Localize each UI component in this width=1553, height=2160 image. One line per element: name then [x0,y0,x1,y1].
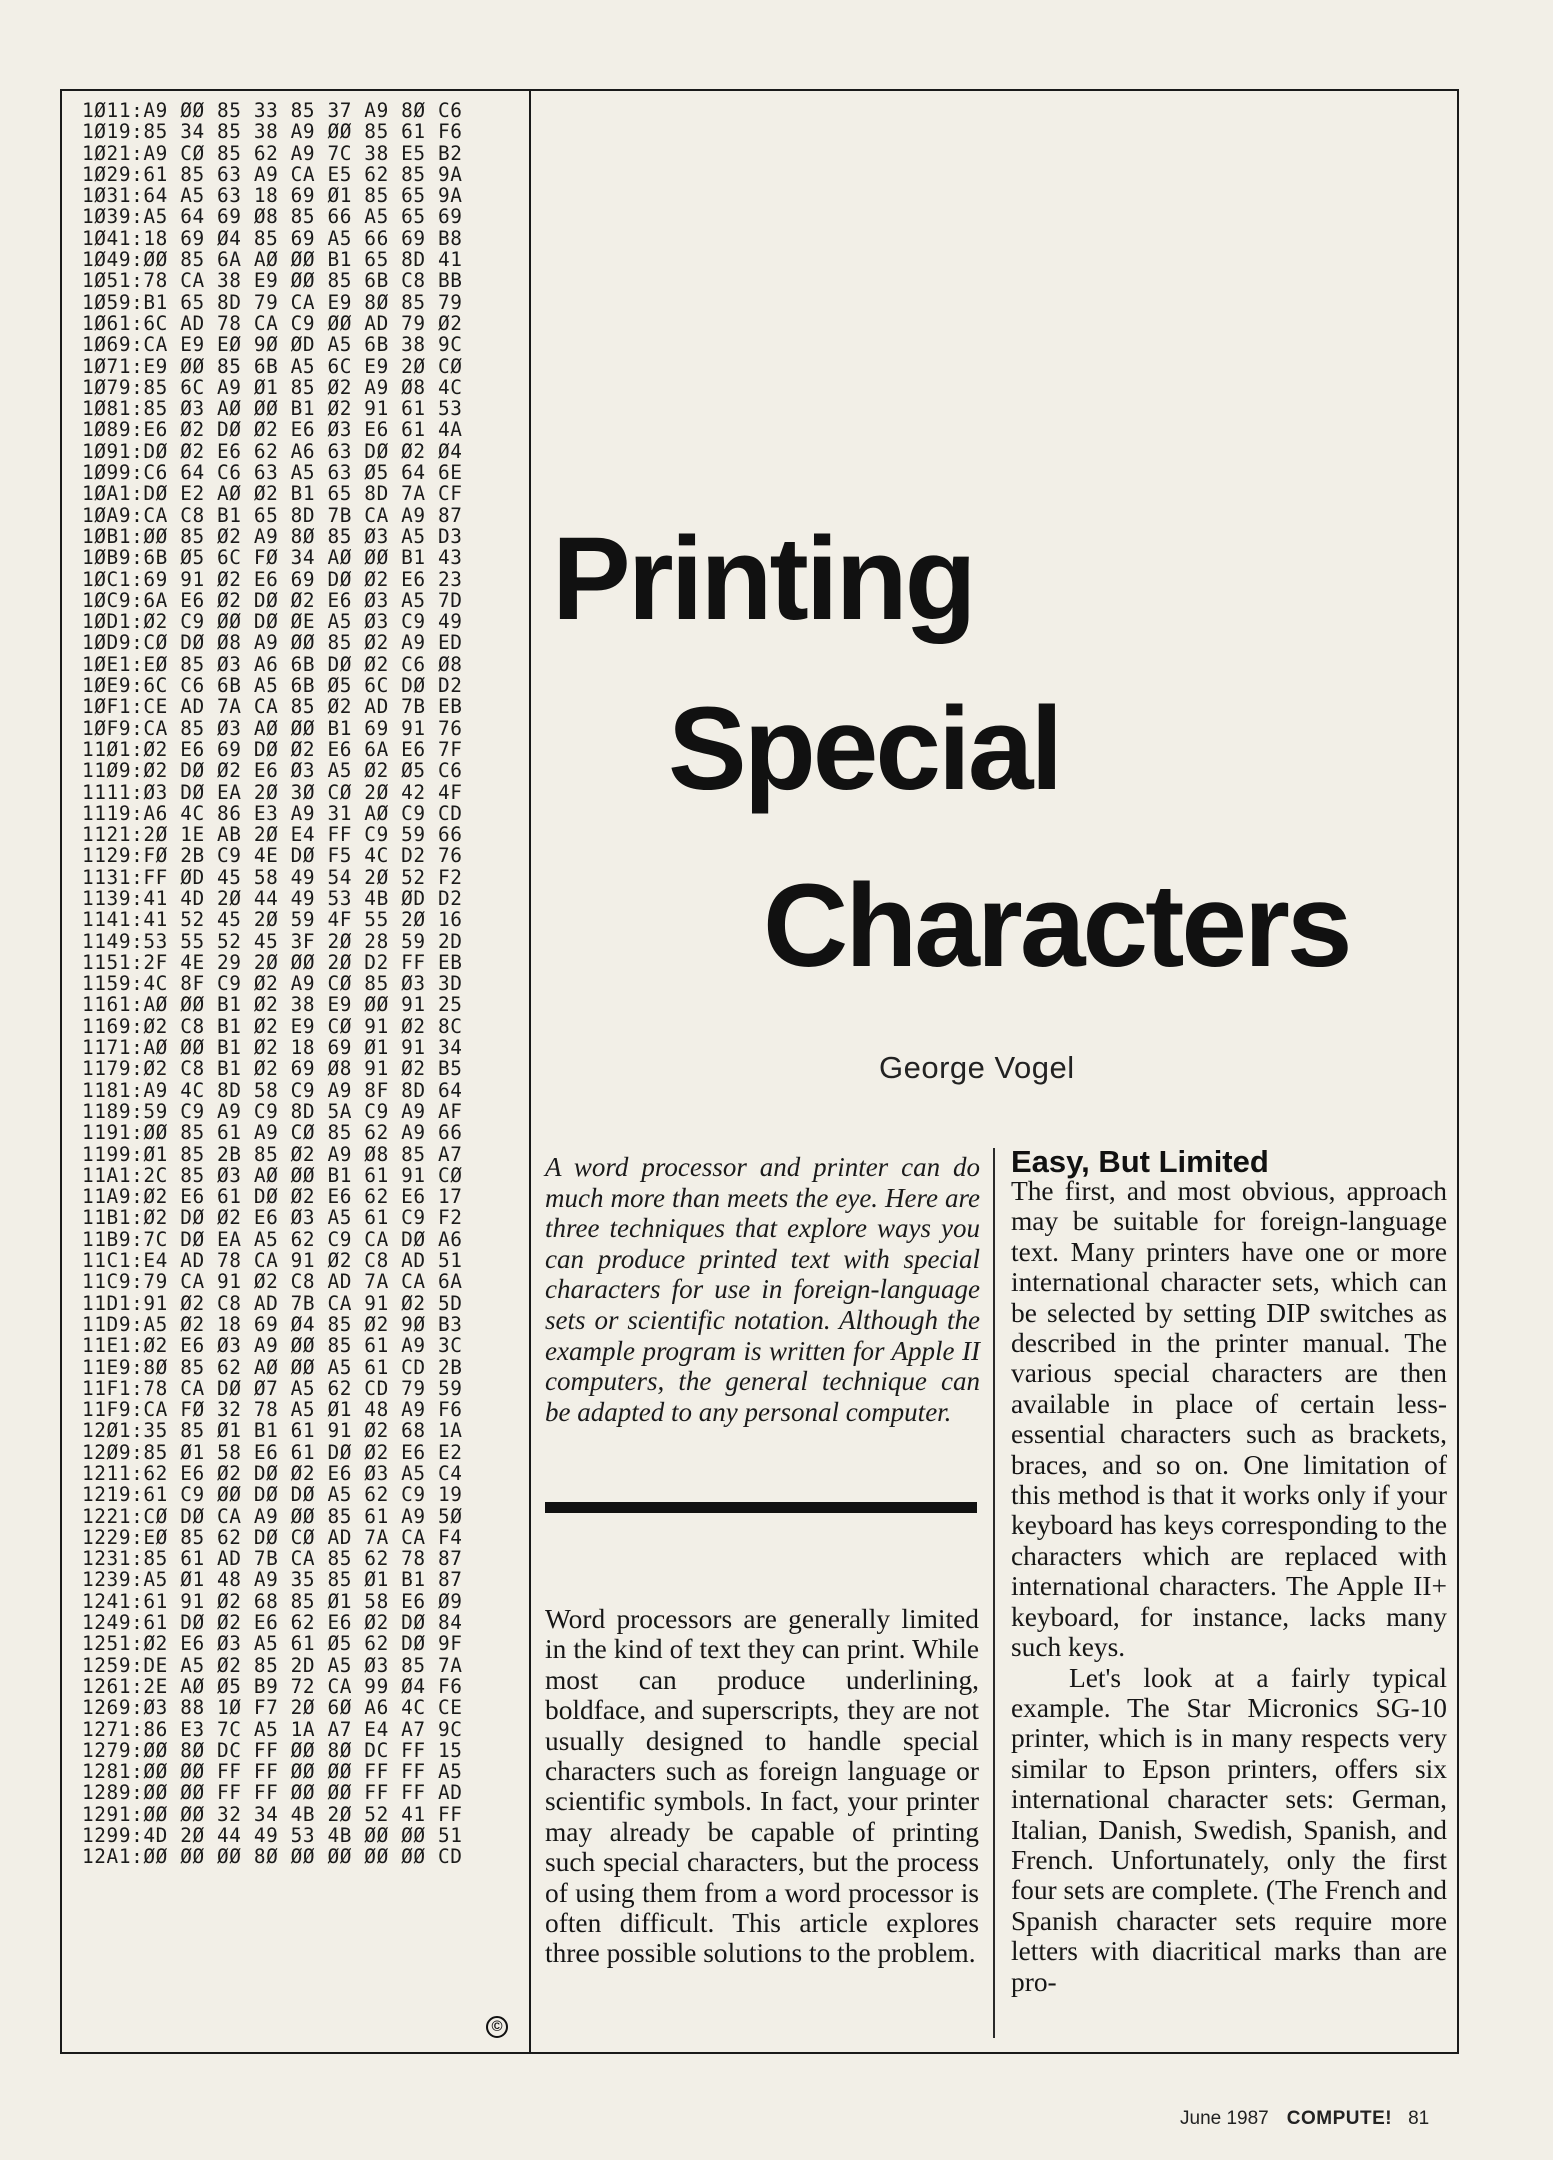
listing-line: 11C9:79 CA 91 Ø2 C8 AD 7A CA 6A [82,1270,463,1294]
listing-line: 1159:4C 8F C9 Ø2 A9 CØ 85 Ø3 3D [82,972,463,996]
listing-line: 1Ø21:A9 CØ 85 62 A9 7C 38 E5 B2 [82,141,463,165]
machine-code-listing [82,100,512,1868]
listing-line: 1Ø49:ØØ 85 6A AØ ØØ B1 65 8D 41 [82,248,463,272]
listing-line: 1ØD9:CØ DØ Ø8 A9 ØØ 85 Ø2 A9 ED [82,631,463,655]
listing-line: 1281:ØØ ØØ FF FF ØØ ØØ FF FF A5 [82,1760,463,1784]
listing-line: 11B1:Ø2 DØ Ø2 E6 Ø3 A5 61 C9 F2 [82,1206,463,1230]
listing-line: 12Ø9:85 Ø1 58 E6 61 DØ Ø2 E6 E2 [82,1440,463,1464]
listing-line: 12A1:ØØ ØØ ØØ 8Ø ØØ ØØ ØØ ØØ CD [82,1845,463,1869]
listing-line: 1Ø89:E6 Ø2 DØ Ø2 E6 Ø3 E6 61 4A [82,418,463,442]
listing-line: 1241:61 91 Ø2 68 85 Ø1 58 E6 Ø9 [82,1589,463,1613]
listing-line: 11C1:E4 AD 78 CA 91 Ø2 C8 AD 51 [82,1249,463,1273]
listing-line: 11D1:91 Ø2 C8 AD 7B CA 91 Ø2 5D [82,1291,463,1315]
article-deck: A word processor and printer can do much more than meets the eye. Here are three techniques that explore ways you can produce printed text with special characters for use in foreign-language sets or scientific notation. Although the example program is written for Apple II computers, the general technique can be adapted to any personal computer. [545,1152,980,1427]
title-line-2: Special [668,683,1061,815]
listing-line: 1ØE1:EØ 85 Ø3 A6 6B DØ Ø2 C6 Ø8 [82,652,463,676]
listing-line: 1ØF9:CA 85 Ø3 AØ ØØ B1 69 91 76 [82,716,463,740]
body-paragraph: The first, and most obvious, approach may be suitable for foreign-language text. Many printers have one or more international character sets, which can be selected by setting DIP switches as described in the printer manual. The various special characters are then available in place of certain less-essential characters such as brackets, braces, and so on. One limitation of this method is that it works only if your keyboard has keys corresponding to the characters which are replaced with international characters. The Apple II+ keyboard, for instance, lacks many such keys. [1011,1176,1447,1663]
listing-line: 11D9:A5 Ø2 18 69 Ø4 85 Ø2 9Ø B3 [82,1312,463,1336]
section-subhead: Easy, But Limited [1011,1144,1269,1179]
listing-line: 1221:CØ DØ CA A9 ØØ 85 61 A9 5Ø [82,1504,463,1528]
listing-line: 1129:FØ 2B C9 4E DØ F5 4C D2 76 [82,844,463,868]
body-column-left [545,1604,979,1969]
listing-line: 1Ø41:18 69 Ø4 85 69 A5 66 69 B8 [82,226,463,250]
listing-line: 1181:A9 4C 8D 58 C9 A9 8F 8D 64 [82,1078,463,1102]
page-footer [1180,2108,1429,2130]
listing-line: 1ØC9:6A E6 Ø2 DØ Ø2 E6 Ø3 A5 7D [82,588,463,612]
listing-line: 1Ø59:B1 65 8D 79 CA E9 8Ø 85 79 [82,290,463,314]
listing-line: 1149:53 55 52 45 3F 2Ø 28 59 2D [82,929,463,953]
listing-line: 11Ø9:Ø2 DØ Ø2 E6 Ø3 A5 Ø2 Ø5 C6 [82,759,463,783]
listing-line: 1229:EØ 85 62 DØ CØ AD 7A CA F4 [82,1525,463,1549]
listing-line: 1Ø31:64 A5 63 18 69 Ø1 85 65 9A [82,184,463,208]
listing-line: 1Ø19:85 34 85 38 A9 ØØ 85 61 F6 [82,120,463,144]
listing-line: 1Ø61:6C AD 78 CA C9 ØØ AD 79 Ø2 [82,311,463,335]
listing-line: 1191:ØØ 85 61 A9 CØ 85 62 A9 66 [82,1121,463,1145]
listing-line: 11A9:Ø2 E6 61 DØ Ø2 E6 62 E6 17 [82,1185,463,1209]
body-column-right [1011,1176,1447,1997]
listing-line: 1Ø71:E9 ØØ 85 6B A5 6C E9 2Ø CØ [82,354,463,378]
listing-line: 11A1:2C 85 Ø3 AØ ØØ B1 61 91 CØ [82,1163,463,1187]
body-paragraph: Let's look at a fairly typical example. The Star Micronics SG-10 printer, which is in many respects very similar to Epson printers, offers six international character sets: German, Italian, Danish, Swedish, Spanish, and French. Unfortunately, only the first four sets are complete. (The French and Spanish character sets require more letters with diacritical marks than are pro- [1011,1662,1447,1997]
footer-date: June 1987 [1180,2108,1269,2129]
listing-line: 1299:4D 2Ø 44 49 53 4B ØØ ØØ 51 [82,1824,463,1848]
listing-line: 1211:62 E6 Ø2 DØ Ø2 E6 Ø3 A5 C4 [82,1462,463,1485]
listing-line: 1Ø91:DØ Ø2 E6 62 A6 63 DØ Ø2 Ø4 [82,439,463,463]
listing-line: 1279:ØØ 8Ø DC FF ØØ 8Ø DC FF 15 [82,1738,463,1762]
listing-line: 1289:ØØ ØØ FF FF ØØ ØØ FF FF AD [82,1781,463,1805]
listing-line: 11B9:7C DØ EA A5 62 C9 CA DØ A6 [82,1227,463,1251]
listing-line: 1Ø81:85 Ø3 AØ ØØ B1 Ø2 91 61 53 [82,397,463,421]
byline: George Vogel [879,1050,1075,1085]
listing-line: 1Ø69:CA E9 EØ 9Ø ØD A5 6B 38 9C [82,333,463,357]
listing-line: 1Ø79:85 6C A9 Ø1 85 Ø2 A9 Ø8 4C [82,375,463,399]
listing-line: 1Ø29:61 85 63 A9 CA E5 62 85 9A [82,162,463,186]
listing-line: 1Ø99:C6 64 C6 63 A5 63 Ø5 64 6E [82,461,463,485]
listing-line: 1171:AØ ØØ B1 Ø2 18 69 Ø1 91 34 [82,1036,463,1060]
listing-line: 1259:DE A5 Ø2 85 2D A5 Ø3 85 7A [82,1653,463,1677]
listing-line: 1239:A5 Ø1 48 A9 35 85 Ø1 B1 87 [82,1568,463,1592]
listing-line: 1269:Ø3 88 1Ø F7 2Ø 6Ø A6 4C CE [82,1696,463,1720]
listing-line: 1199:Ø1 85 2B 85 Ø2 A9 Ø8 85 A7 [82,1142,463,1166]
listing-line: 1111:Ø3 DØ EA 2Ø 3Ø CØ 2Ø 42 4F [82,780,463,804]
listing-line: 11E9:8Ø 85 62 AØ ØØ A5 61 CD 2B [82,1355,463,1379]
listing-line: 1ØF1:CE AD 7A CA 85 Ø2 AD 7B EB [82,695,463,719]
listing-line: 1249:61 DØ Ø2 E6 62 E6 Ø2 DØ 84 [82,1611,463,1635]
listing-line: 11E1:Ø2 E6 Ø3 A9 ØØ 85 61 A9 3C [82,1334,463,1358]
frame-divider [529,89,531,2054]
listing-line: 1219:61 C9 ØØ DØ DØ A5 62 C9 19 [82,1483,463,1507]
listing-line: 1251:Ø2 E6 Ø3 A5 61 Ø5 62 DØ 9F [82,1632,463,1656]
deck-rule [545,1502,977,1513]
listing-line: 1ØE9:6C C6 6B A5 6B Ø5 6C DØ D2 [82,674,463,698]
listing-line: 1141:41 52 45 2Ø 59 4F 55 2Ø 16 [82,908,463,932]
listing-line: 1ØB9:6B Ø5 6C FØ 34 AØ ØØ B1 43 [82,546,463,570]
listing-line: 1119:A6 4C 86 E3 A9 31 AØ C9 CD [82,801,463,825]
page-number: 81 [1408,2108,1430,2129]
listing-line: 1ØD1:Ø2 C9 ØØ DØ ØE A5 Ø3 C9 49 [82,610,463,634]
listing-line: 1ØA1:DØ E2 AØ Ø2 B1 65 8D 7A CF [82,482,463,506]
listing-line: 1139:41 4D 2Ø 44 49 53 4B ØD D2 [82,886,463,910]
listing-line: 1Ø11:A9 ØØ 85 33 85 37 A9 8Ø C6 [82,99,463,122]
listing-line: 1231:85 61 AD 7B CA 85 62 78 87 [82,1547,463,1571]
listing-line: 1161:AØ ØØ B1 Ø2 38 E9 ØØ 91 25 [82,993,463,1017]
column-divider [993,1148,995,2038]
listing-line: 1131:FF ØD 45 58 49 54 2Ø 52 F2 [82,865,463,889]
listing-line: 1291:ØØ ØØ 32 34 4B 2Ø 52 41 FF [82,1802,463,1826]
listing-line: 1169:Ø2 C8 B1 Ø2 E9 CØ 91 Ø2 8C [82,1014,463,1038]
listing-line: 1Ø51:78 CA 38 E9 ØØ 85 6B C8 BB [82,269,463,293]
listing-line: 12Ø1:35 85 Ø1 B1 61 91 Ø2 68 1A [82,1419,463,1443]
listing-line: 1261:2E AØ Ø5 B9 72 CA 99 Ø4 F6 [82,1674,463,1698]
listing-line: 1151:2F 4E 29 2Ø ØØ 2Ø D2 FF EB [82,950,463,974]
title-line-1: Printing [552,513,974,645]
listing-line: 1179:Ø2 C8 B1 Ø2 69 Ø8 91 Ø2 B5 [82,1057,463,1081]
listing-line: 1ØC1:69 91 Ø2 E6 69 DØ Ø2 E6 23 [82,567,463,591]
listing-line: 1ØA9:CA C8 B1 65 8D 7B CA A9 87 [82,503,463,527]
listing-line: 1Ø39:A5 64 69 Ø8 85 66 A5 65 69 [82,205,463,229]
copyright-icon: © [486,2016,508,2038]
listing-line: 11F9:CA FØ 32 78 A5 Ø1 48 A9 F6 [82,1398,463,1422]
footer-magazine: COMPUTE! [1286,2108,1393,2129]
listing-line: 1121:2Ø 1E AB 2Ø E4 FF C9 59 66 [82,823,463,847]
listing-line: 11Ø1:Ø2 E6 69 DØ Ø2 E6 6A E6 7F [82,737,463,761]
listing-line: 1ØB1:ØØ 85 Ø2 A9 8Ø 85 Ø3 A5 D3 [82,524,463,548]
title-line-3: Characters [763,860,1350,992]
listing-line: 11F1:78 CA DØ Ø7 A5 62 CD 79 59 [82,1376,463,1400]
listing-line: 1271:86 E3 7C A5 1A A7 E4 A7 9C [82,1717,463,1741]
listing-line: 1189:59 C9 A9 C9 8D 5A C9 A9 AF [82,1099,463,1123]
body-paragraph: Word processors are generally limited in the kind of text they can print. While most can produce underlining, boldface, and superscripts, they are not usually designed to handle special characters such as foreign language or scientific symbols. In fact, your printer may already be capable of printing such special characters, but the process of using them from a word processor is often difficult. This article explores three possible solutions to the problem. [545,1604,979,1969]
